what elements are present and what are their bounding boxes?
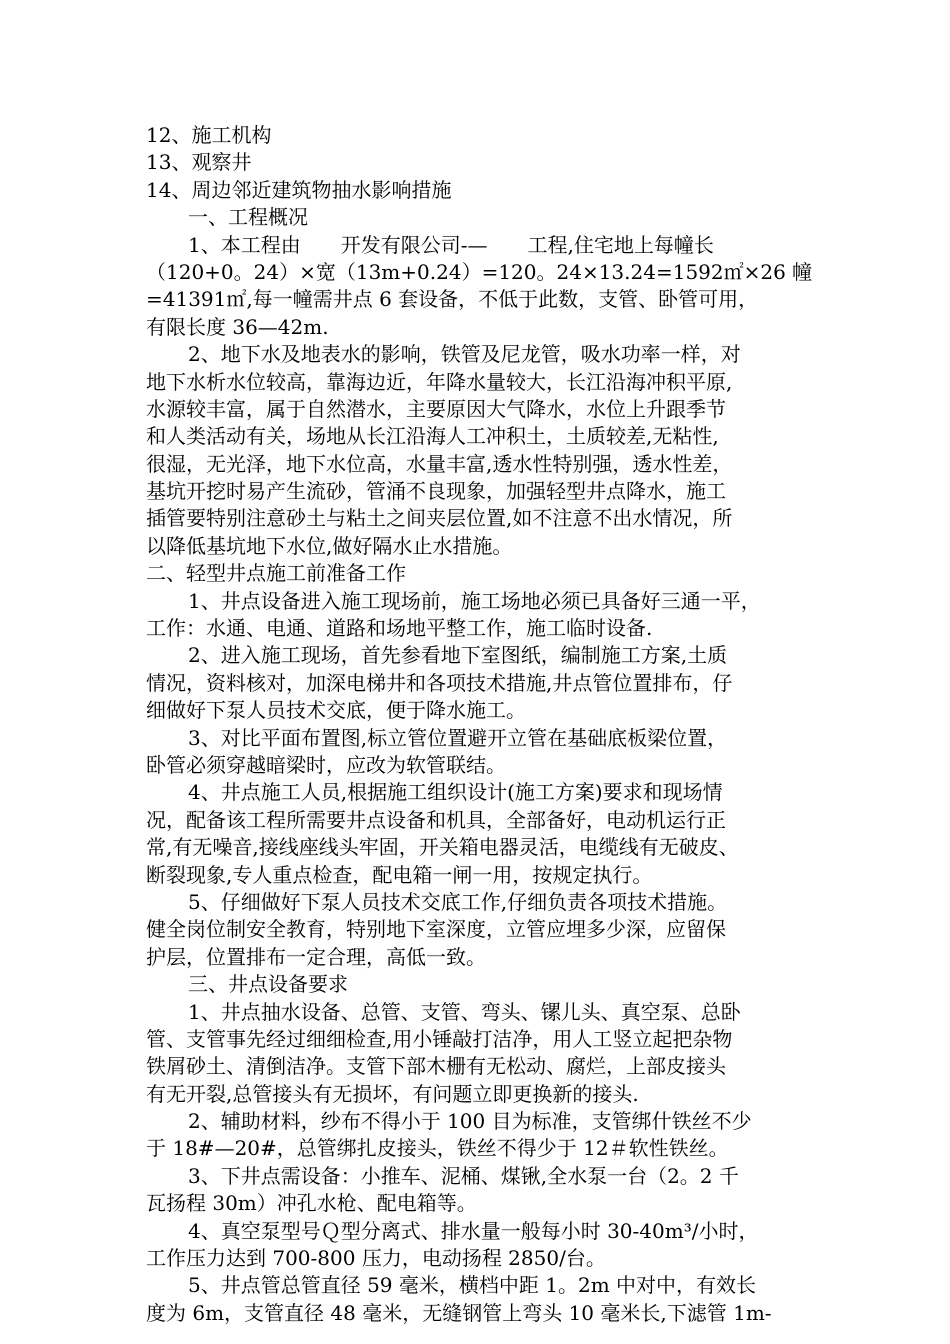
- text-line: 以降低基坑地下水位,做好隔水止水措施。: [146, 533, 513, 558]
- text-line: 5、仔细做好下泵人员技术交底工作,仔细负责各项技术措施。: [188, 889, 728, 914]
- text-line: 5、井点管总管直径 59 毫米，横档中距 1。2m 中对中，有效长: [188, 1273, 757, 1298]
- text-line: 工作：水通、电通、道路和场地平整工作，施工临时设备.: [146, 616, 653, 641]
- text-line: 1、井点抽水设备、总管、支管、弯头、镙儿头、真空泵、总卧: [188, 999, 741, 1024]
- text-line: 护层，位置排布一定合理，高低一致。: [146, 944, 486, 969]
- text-line: 1、井点设备进入施工现场前，施工场地必须已具备好三通一平，: [188, 588, 761, 613]
- text-line: 况，配备该工程所需要井点设备和机具，全部备好，电动机运行正: [146, 807, 726, 832]
- text-line: 2、辅助材料，纱布不得小于 100 目为标准，支管绑什铁丝不少: [188, 1109, 752, 1134]
- text-line: 情况，资料核对，加深电梯井和各项技术措施,井点管位置排布，仔: [146, 670, 733, 695]
- text-line: 和人类活动有关，场地从长江沿海人工冲积土，土质较差,无粘性,: [146, 424, 719, 449]
- text-line: 管、支管事先经过细细检查,用小锤敲打洁净，用人工竖立起把杂物: [146, 1026, 733, 1051]
- text-line: 铁屑砂土、清倒洁净。支管下部木栅有无松动、腐烂，上部皮接头: [146, 1054, 726, 1079]
- text-line: 12、施工机构: [146, 123, 272, 147]
- text-line: 地下水析水位较高，靠海边近，年降水量较大，长江沿海冲积平原,: [146, 369, 733, 394]
- text-line: 13、观察井: [146, 150, 252, 175]
- text-line: 3、对比平面布置图,标立管位置避开立管在基础底板梁位置，: [188, 725, 728, 750]
- text-line: 有限长度 36—42m.: [146, 314, 329, 339]
- text-line: 水源较丰富，属于自然潜水，主要原因大气降水，水位上升跟季节: [146, 396, 726, 421]
- text-line: 一、工程概况: [188, 205, 308, 230]
- text-line: 插管要特别注意砂土与粘土之间夹层位置,如不注意不出水情况，所: [146, 506, 733, 531]
- text-line: 3、下井点需设备：小推车、泥桶、煤锹,全水泵一台（2。2 千: [188, 1163, 739, 1188]
- text-line: 工作压力达到 700-800 压力，电动扬程 2850/台。: [146, 1246, 606, 1271]
- text-line: 于 18#—20#，总管绑扎皮接头，铁丝不得少于 12＃软性铁丝。: [146, 1136, 729, 1161]
- text-line: 卧管必须穿越暗梁时，应改为软管联结。: [146, 752, 506, 777]
- text-line: 健全岗位制安全教育，特别地下室深度，立管应埋多少深，应留保: [146, 917, 726, 942]
- document-body: [146, 122, 818, 1327]
- text-line: 三、井点设备要求: [188, 972, 348, 997]
- text-line: 14、周边邻近建筑物抽水影响措施: [146, 177, 452, 202]
- text-line: 度为 6m，支管直径 48 毫米，无缝钢管上弯头 10 毫米长,下滤管 1m-: [146, 1300, 772, 1325]
- text-line: 4、井点施工人员,根据施工组织设计(施工方案)要求和现场情: [188, 780, 723, 805]
- text-line: 2、进入施工现场，首先参看地下室图纸，编制施工方案,土质: [188, 643, 728, 668]
- text-line: 二、轻型井点施工前准备工作: [146, 561, 406, 586]
- text-line: =41391㎡,每一幢需井点 6 套设备，不低于此数，支管、卧管可用，: [146, 287, 759, 312]
- text-line: 瓦扬程 30m）冲孔水枪、配电箱等。: [146, 1191, 477, 1216]
- text-line: 4、真空泵型号Ｑ型分离式、排水量一般每小时 30-40m³/小时，: [188, 1218, 759, 1243]
- text-line: 1、本工程由 开发有限公司-— 工程,住宅地上每幢长: [188, 232, 714, 257]
- text-line: （120+0。24）×宽（13m+0.24）=120。24×13.24=1592㎡×26 幢: [146, 259, 813, 284]
- text-line: 断裂现象,专人重点检查，配电箱一闸一用，按规定执行。: [146, 862, 653, 887]
- text-line: 2、地下水及地表水的影响，铁管及尼龙管，吸水功率一样，对: [188, 342, 741, 367]
- text-line: 细做好下泵人员技术交底，便于降水施工。: [146, 698, 526, 723]
- text-line: 很湿，无光泽，地下水位高，水量丰富,透水性特别强，透水性差，: [146, 451, 733, 476]
- text-line: 常,有无噪音,接线座线头牢固，开关箱电器灵活，电缆线有无破皮、: [146, 835, 739, 860]
- text-line: 有无开裂,总管接头有无损坏，有问题立即更换新的接头.: [146, 1081, 639, 1106]
- text-line: 基坑开挖时易产生流砂，管涌不良现象，加强轻型井点降水，施工: [146, 479, 726, 504]
